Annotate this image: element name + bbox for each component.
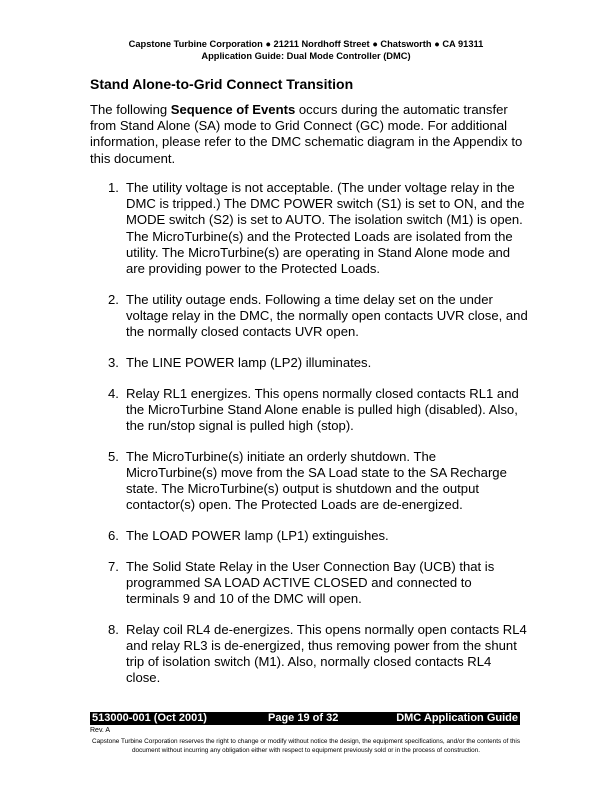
list-item-text: The LINE POWER lamp (LP2) illuminates. [126, 354, 372, 370]
intro-after: occurs during the automatic transfer from Stand Alone (SA) mode to Grid Connect (GC) mode. For additional information, please refer to the DMC schematic diagram in the Appendix to this document. [90, 102, 523, 166]
list-item-text: Relay coil RL4 de-energizes. This opens normally open contacts RL4 and relay RL3 is de-energized, thus removing power from the shunt trip of isolation switch (M1). Also, normally closed contacts RL4 close. [126, 621, 527, 686]
list-item [108, 528, 528, 544]
header-guide-line: Application Guide: Dual Mode Controller (DMC) [201, 51, 411, 61]
list-item-number: 1. [108, 180, 119, 195]
list-item-number: 5. [108, 448, 119, 464]
section-title: Stand Alone-to-Grid Connect Transition [90, 76, 354, 92]
footer-revision: Rev. A [90, 727, 111, 734]
list-item [108, 559, 528, 608]
list-item [108, 180, 528, 277]
list-item-text: Relay RL1 energizes. This opens normally closed contacts RL1 and the MicroTurbine Stand Alone enable is pulled high (disabled). Also, the run/stop signal is pulled high (stop). [126, 385, 519, 433]
list-item-text: The utility voltage is not acceptable. (The under voltage relay in the DMC is tripped.) The DMC POWER switch (S1) is set to ON, and the MODE switch (S2) is set to AUTO. The isolation switch (M1) is open. The MicroTurbine(s) and the Protected Loads are isolated from the utility. The MicroTurbine(s) are operating in Stand Alone mode and are providing power to the Protected Loads. [126, 180, 525, 277]
list-item-number: 7. [108, 558, 119, 574]
list-item-text: The LOAD POWER lamp (LP1) extinguishes. [126, 527, 389, 543]
header-company-line: Capstone Turbine Corporation ● 21211 Nordhoff Street ● Chatsworth ● CA 91311 [128, 39, 484, 49]
list-item-number: 8. [108, 621, 119, 637]
intro-bold: Sequence of Events [170, 102, 296, 117]
list-item [108, 449, 528, 514]
list-item-text: The utility outage ends. Following a time delay set on the under voltage relay in the DMC, the normally open contacts UVR close, and the normally closed contacts UVR open. [126, 291, 528, 340]
list-item-number: 3. [108, 354, 119, 370]
sequence-list [108, 180, 528, 701]
page-header [0, 38, 612, 62]
footer-page-number: Page 19 of 32 [268, 712, 339, 724]
footer-disclaimer: Capstone Turbine Corporation reserves the right to change or modify without notice the design, the equipment specifications, and/or the contents of this document without incurring any obligation either with respect to equipment previously sold or in the process of construction. [91, 738, 521, 754]
list-item-text: The Solid State Relay in the User Connection Bay (UCB) that is programmed SA LOAD ACTIVE CLOSED and connected to terminals 9 and 10 of the DMC will open. [126, 558, 495, 607]
list-item [108, 355, 528, 371]
footer-bar [90, 712, 520, 725]
footer-guide-title: DMC Application Guide [396, 712, 518, 724]
list-item [108, 622, 528, 687]
list-item-text: The MicroTurbine(s) initiate an orderly shutdown. The MicroTurbine(s) move from the SA Load state to the SA Recharge state. The MicroTurbine(s) output is shutdown and the output contactor(s) open. The Protected Loads are de-energized. [126, 448, 507, 513]
list-item [108, 292, 528, 341]
list-item [108, 386, 528, 435]
list-item-number: 6. [108, 527, 119, 543]
list-item-number: 4. [108, 385, 119, 401]
intro-before: The following [90, 102, 171, 117]
list-item-number: 2. [108, 291, 119, 307]
intro-paragraph [90, 102, 530, 167]
footer-doc-number: 513000-001 (Oct 2001) [92, 712, 207, 724]
